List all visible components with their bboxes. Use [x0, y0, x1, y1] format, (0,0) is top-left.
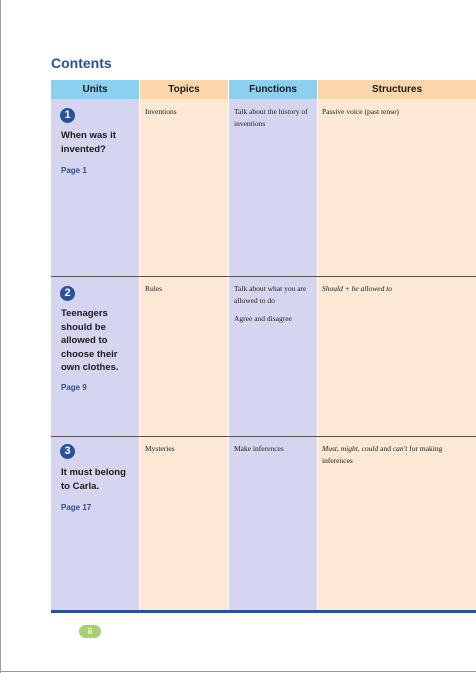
column-divider [228, 80, 229, 611]
page-edge [0, 0, 1, 673]
header-units: Units [51, 80, 139, 99]
unit-title: When was it invented? [61, 130, 116, 155]
unit-number-badge: 1 [60, 108, 75, 123]
column-divider [139, 80, 140, 611]
unit-number-badge: 2 [60, 286, 75, 301]
unit-number-badge: 3 [60, 444, 75, 459]
topic-cell: Inventions [145, 107, 177, 116]
function-cell: Talk about the history of inventions [234, 107, 308, 128]
structures-column [318, 80, 476, 611]
header-topics: Topics [140, 80, 228, 99]
unit-title: Teenagers should be allowed to choose their own clothes. [61, 308, 119, 373]
structure-cant: can't [392, 444, 408, 453]
page-bottom-edge [0, 671, 476, 672]
topics-column [140, 80, 228, 611]
function-item: Agree and disagree [234, 314, 292, 323]
page-title: Contents [51, 55, 112, 71]
page-number-badge: ii [79, 625, 101, 638]
function-item: Talk about what you are allowed to do [234, 284, 307, 305]
unit-page-link[interactable]: Page 9 [61, 383, 87, 392]
structure-text: and [378, 444, 393, 453]
structure-cell: Passive voice (past tense) [322, 107, 399, 116]
header-structures: Structures [318, 80, 476, 99]
unit-page-link[interactable]: Page 17 [61, 503, 92, 512]
unit-title: It must belong to Carla. [61, 467, 126, 492]
function-cell-list [234, 283, 314, 325]
functions-column [229, 80, 317, 611]
topic-cell: Mysteries [145, 444, 175, 453]
function-cell: Make inferences [234, 444, 284, 453]
table-bottom-rule [51, 610, 476, 613]
row-divider [51, 436, 476, 437]
header-functions: Functions [229, 80, 317, 99]
structure-cell: Should + be allowed to [322, 284, 393, 293]
topic-cell: Rules [145, 284, 163, 293]
row-divider [51, 276, 476, 277]
unit-page-link[interactable]: Page 1 [61, 166, 87, 175]
structure-text: for making inferences [322, 444, 443, 465]
structure-cell [322, 443, 474, 467]
structure-modals: Must, might, could [322, 444, 379, 453]
column-divider [317, 80, 318, 611]
